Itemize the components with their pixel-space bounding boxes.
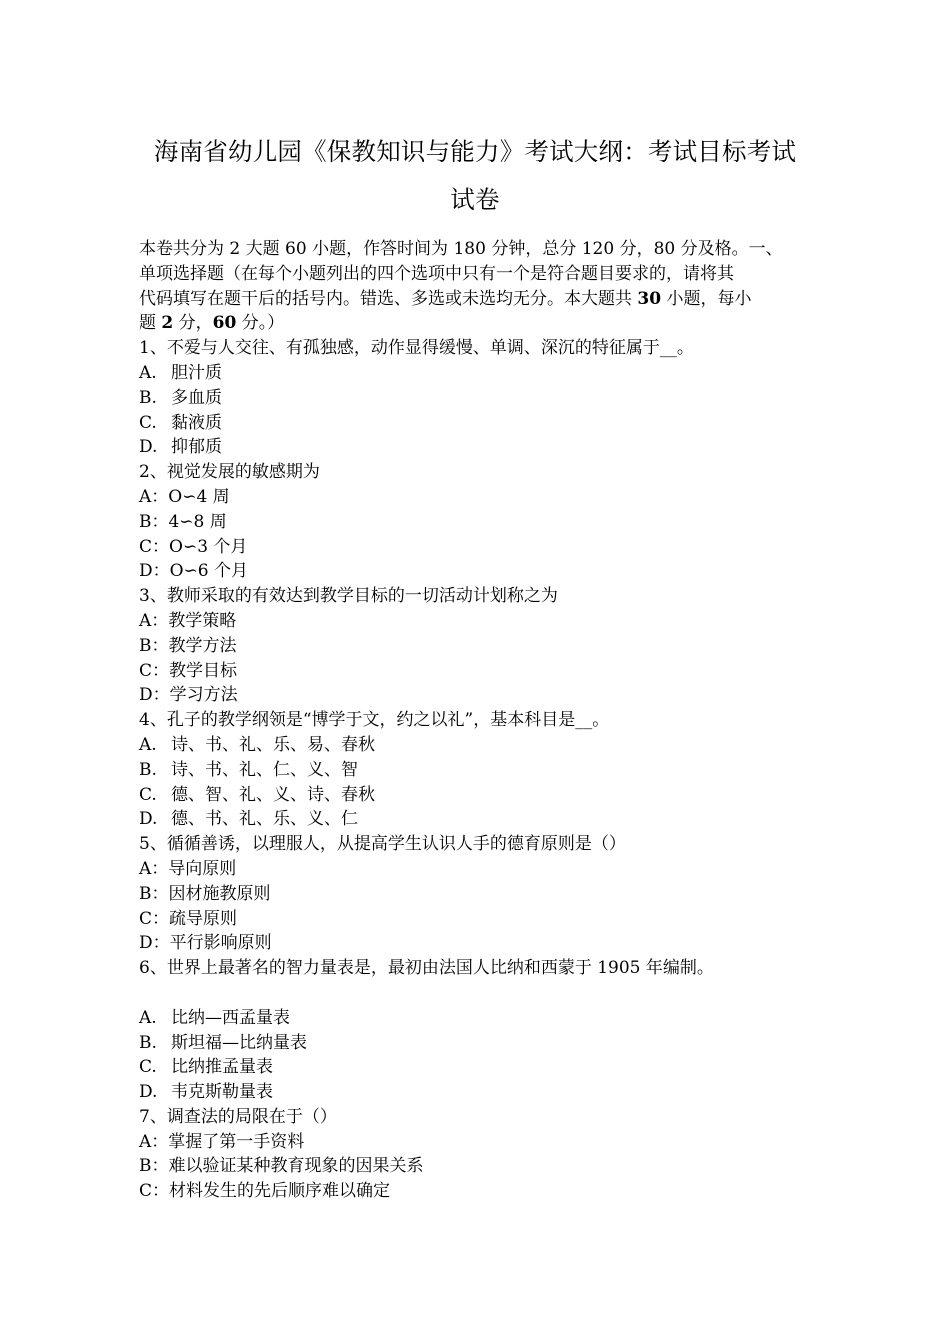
question-3	[139, 584, 819, 708]
option-d	[139, 1080, 819, 1105]
option-a	[139, 1006, 819, 1031]
option-c: C：教学目标	[139, 660, 238, 681]
option-d	[139, 435, 819, 460]
title-line-1: 海南省幼儿园《保教知识与能力》考试大纲：考试目标考试	[153, 137, 797, 166]
option-text: 比纳—西孟量表	[171, 1007, 290, 1028]
option-a	[139, 733, 819, 758]
blank-line	[139, 981, 819, 1006]
option-text: 黏液质	[171, 412, 222, 433]
intro-bold-number: 2	[161, 313, 174, 334]
option-text: 胆汁质	[171, 362, 222, 383]
option-c	[139, 783, 819, 808]
question-stem: 6、世界上最著名的智力量表是，最初由法国人比纳和西蒙于 1905 年编制。	[139, 958, 714, 979]
option-letter: D.	[139, 809, 158, 830]
option-letter: C.	[139, 1057, 157, 1078]
intro-line: 单项选择题（在每个小题列出的四个选项中只有一个是符合题目要求的，请将其	[139, 263, 734, 284]
question-stem: 7、调查法的局限在于（）	[139, 1106, 337, 1127]
option-d: D：学习方法	[139, 685, 238, 706]
option-d: D：O∽6 个月	[139, 561, 249, 582]
question-stem: 3、教师采取的有效达到教学目标的一切活动计划称之为	[139, 586, 558, 607]
intro-bold-number: 30	[637, 288, 662, 309]
intro-text: 小题，每小	[661, 288, 752, 309]
title-line-2: 试卷	[450, 185, 500, 214]
intro-paragraph	[139, 237, 819, 336]
question-7	[139, 1105, 819, 1204]
option-letter: B.	[139, 1032, 157, 1053]
option-text: 德、书、礼、乐、义、仁	[171, 809, 358, 830]
option-letter: A.	[139, 362, 157, 383]
option-c	[139, 1055, 819, 1080]
option-b	[139, 1031, 819, 1056]
option-b: B：4∽8 周	[139, 511, 227, 532]
option-text: 诗、书、礼、仁、义、智	[171, 759, 358, 780]
intro-bold-number: 60	[212, 313, 237, 334]
option-d: D：平行影响原则	[139, 933, 272, 954]
question-stem: 4、孔子的教学纲领是“博学于文，约之以礼”，基本科目是__。	[139, 710, 610, 731]
question-2	[139, 460, 819, 584]
option-letter: B.	[139, 387, 157, 408]
intro-line: 本卷共分为 2 大题 60 小题，作答时间为 180 分钟，总分 120 分，80 分及格。一、	[139, 239, 783, 259]
option-letter: A.	[139, 734, 157, 755]
option-c: C：O∽3 个月	[139, 536, 248, 557]
option-a: A：导向原则	[139, 858, 237, 879]
question-5	[139, 832, 819, 956]
option-b	[139, 758, 819, 783]
option-text: 德、智、礼、义、诗、春秋	[171, 784, 375, 805]
option-c: C：材料发生的先后顺序难以确定	[139, 1181, 391, 1202]
option-b	[139, 386, 819, 411]
option-text: 诗、书、礼、乐、易、春秋	[171, 734, 375, 755]
option-letter: C.	[139, 412, 157, 433]
intro-text: 分。）	[236, 313, 285, 334]
option-letter: B.	[139, 759, 157, 780]
option-text: 斯坦福—比纳量表	[171, 1032, 307, 1053]
option-text: 多血质	[171, 387, 222, 408]
question-stem: 2、视觉发展的敏感期为	[139, 462, 320, 483]
option-c	[139, 411, 819, 436]
option-c: C：疏导原则	[139, 908, 238, 929]
option-a	[139, 361, 819, 386]
option-a: A：教学策略	[139, 610, 237, 631]
intro-text: 题	[139, 313, 162, 334]
intro-line	[139, 311, 819, 336]
option-d	[139, 807, 819, 832]
option-text: 韦克斯勒量表	[171, 1082, 273, 1103]
option-a: A：掌握了第一手资料	[139, 1131, 305, 1152]
question-6	[139, 956, 819, 1105]
option-b: B：教学方法	[139, 635, 237, 656]
option-b: B：难以验证某种教育现象的因果关系	[139, 1156, 424, 1177]
option-text: 比纳推孟量表	[171, 1057, 273, 1078]
document-title	[120, 128, 830, 224]
intro-text: 代码填写在题干后的括号内。错选、多选或未选均无分。本大题共	[139, 288, 638, 309]
question-1	[139, 336, 819, 460]
option-a: A：O∽4 周	[139, 486, 230, 507]
question-stem: 5、循循善诱，以理服人，从提高学生认识人手的德育原则是（）	[139, 834, 626, 855]
document-body	[139, 237, 819, 1204]
option-letter: D.	[139, 437, 158, 458]
option-text: 抑郁质	[171, 437, 222, 458]
option-b: B：因材施教原则	[139, 883, 271, 904]
option-letter: C.	[139, 784, 157, 805]
option-letter: A.	[139, 1007, 157, 1028]
question-4	[139, 708, 819, 832]
intro-line	[139, 287, 819, 312]
option-letter: D.	[139, 1082, 158, 1103]
intro-text: 分，	[173, 313, 213, 334]
question-stem: 1、不爱与人交往、有孤独感，动作显得缓慢、单调、深沉的特征属于__。	[139, 338, 694, 359]
